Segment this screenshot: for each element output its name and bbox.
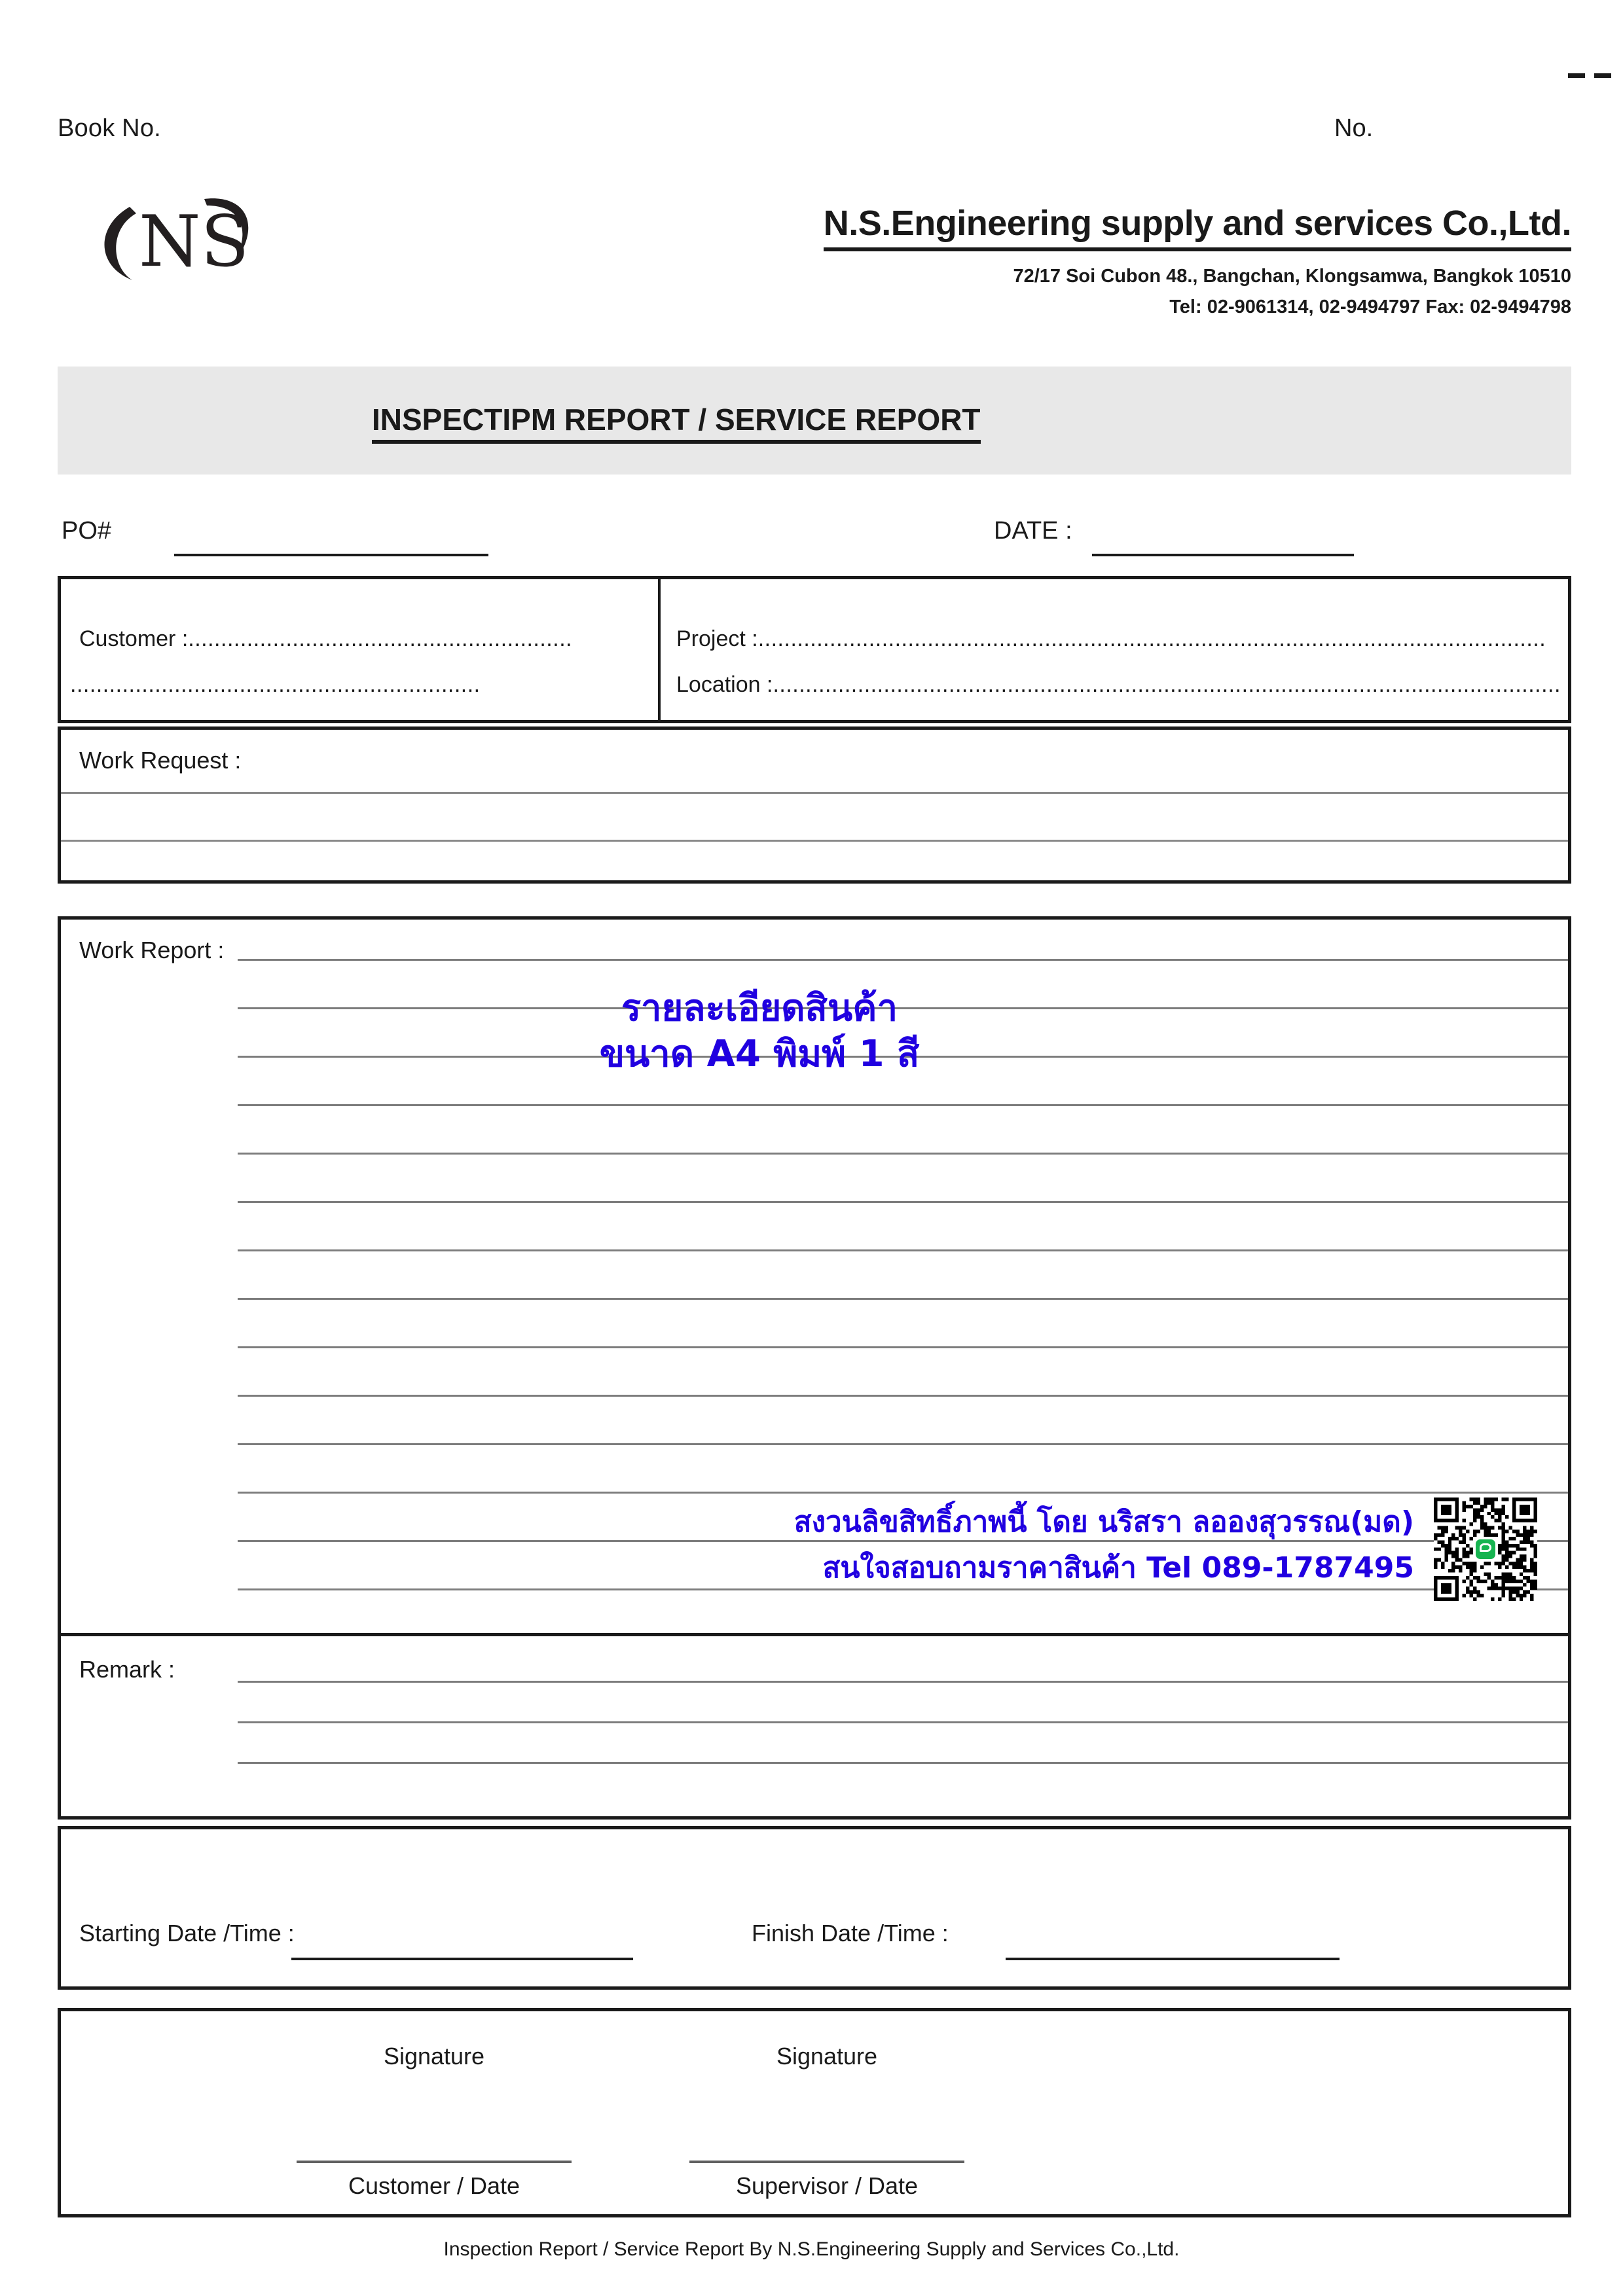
work-report-rule: [238, 959, 1568, 961]
customer-label: Customer :: [79, 626, 189, 651]
work-request-rule: [61, 792, 1568, 794]
signature-block-customer: [218, 2011, 650, 2214]
work-report-rule: [238, 1201, 1568, 1203]
work-report-rule: [238, 1395, 1568, 1397]
date-input[interactable]: [1092, 554, 1354, 556]
work-report-rule: [238, 1346, 1568, 1348]
remark-rule: [238, 1681, 1568, 1683]
finish-datetime-input[interactable]: [1006, 1958, 1340, 1960]
page-title: INSPECTIPM REPORT / SERVICE REPORT: [372, 402, 981, 444]
location-field[interactable]: [676, 672, 1561, 698]
datetime-box: [58, 1826, 1571, 1990]
location-label: Location :: [676, 672, 773, 697]
location-dots: .........................................................................................................................: [773, 672, 1561, 697]
signature-box: [58, 2008, 1571, 2217]
book-no-label: Book No.: [58, 115, 161, 142]
customer-line2-dots: ...............................................................: [70, 672, 481, 697]
signature-line[interactable]: [689, 2161, 964, 2163]
signature-title: Signature: [383, 2043, 485, 2070]
signature-title: Signature: [776, 2043, 878, 2070]
work-report-rule: [238, 1492, 1568, 1494]
work-request-label: Work Request :: [79, 747, 242, 774]
watermark-contact: สนใจสอบถามราคาสินค้า Tel 089-1787495: [822, 1551, 1414, 1585]
project-field[interactable]: [676, 626, 1546, 652]
customer-field-line2[interactable]: [70, 672, 481, 698]
signature-caption: Customer / Date: [348, 2172, 520, 2199]
company-address: 72/17 Soi Cubon 48., Bangchan, Klongsamwa, Bangkok 10510: [1013, 266, 1571, 287]
work-report-rule: [238, 1298, 1568, 1300]
vertical-divider: [658, 579, 661, 720]
customer-dots: ...........................................................: [188, 626, 573, 651]
finish-datetime-label: Finish Date /Time :: [752, 1920, 949, 1946]
customer-field[interactable]: [79, 626, 572, 652]
project-dots: .........................................................................................................................: [757, 626, 1546, 651]
signature-caption: Supervisor / Date: [735, 2172, 919, 2199]
po-label: PO#: [62, 517, 112, 545]
work-request-rule: [61, 840, 1568, 842]
work-report-rule: [238, 1104, 1568, 1106]
starting-datetime-label: Starting Date /Time :: [79, 1920, 295, 1946]
crop-mark-icon: [1568, 73, 1585, 78]
starting-datetime-input[interactable]: [291, 1958, 633, 1960]
po-date-row: [58, 517, 1571, 563]
no-label: No.: [1334, 115, 1374, 142]
company-header: [609, 203, 1571, 318]
svg-text:NS: NS: [139, 201, 249, 283]
top-bar: [58, 115, 1565, 154]
watermark-copyright: สงวนลิขสิทธิ์ภาพนี้ โดย นริสรา ลอองสุวรรณ(มด): [793, 1505, 1414, 1539]
remark-box[interactable]: [58, 1633, 1571, 1820]
line-logo-icon: [1473, 1537, 1498, 1562]
remark-rule: [238, 1762, 1568, 1764]
signature-line[interactable]: [297, 2161, 572, 2163]
company-telephone: Tel: 02-9061314, 02-9494797 Fax: 02-9494798: [1169, 296, 1571, 317]
work-report-label: Work Report :: [79, 937, 225, 963]
company-name: N.S.Engineering supply and services Co.,Ltd.: [824, 203, 1571, 251]
ns-logo: [92, 188, 301, 287]
date-label: DATE :: [994, 517, 1072, 545]
remark-rule: [238, 1721, 1568, 1723]
remark-lines: [238, 1636, 1568, 1816]
work-report-rule: [238, 1153, 1568, 1155]
footer-text: Inspection Report / Service Report By N.S.Engineering Supply and Services Co.,Ltd.: [443, 2238, 1180, 2260]
crop-mark-group: [1568, 73, 1623, 82]
signature-block-supervisor: [611, 2011, 1043, 2214]
watermark-line-1: รายละเอียดสินค้า: [621, 987, 898, 1030]
watermark-line-2: ขนาด A4 พิมพ์ 1 สี: [599, 1033, 920, 1075]
crop-mark-icon: [1594, 73, 1611, 78]
po-input[interactable]: [174, 554, 488, 556]
work-report-rule: [238, 1443, 1568, 1445]
customer-project-box: [58, 576, 1571, 723]
work-request-box[interactable]: [58, 726, 1571, 884]
line-qr-code[interactable]: [1434, 1498, 1537, 1601]
remark-label: Remark :: [79, 1656, 175, 1683]
project-label: Project :: [676, 626, 758, 651]
work-report-rule: [238, 1249, 1568, 1251]
title-band: [58, 367, 1571, 475]
